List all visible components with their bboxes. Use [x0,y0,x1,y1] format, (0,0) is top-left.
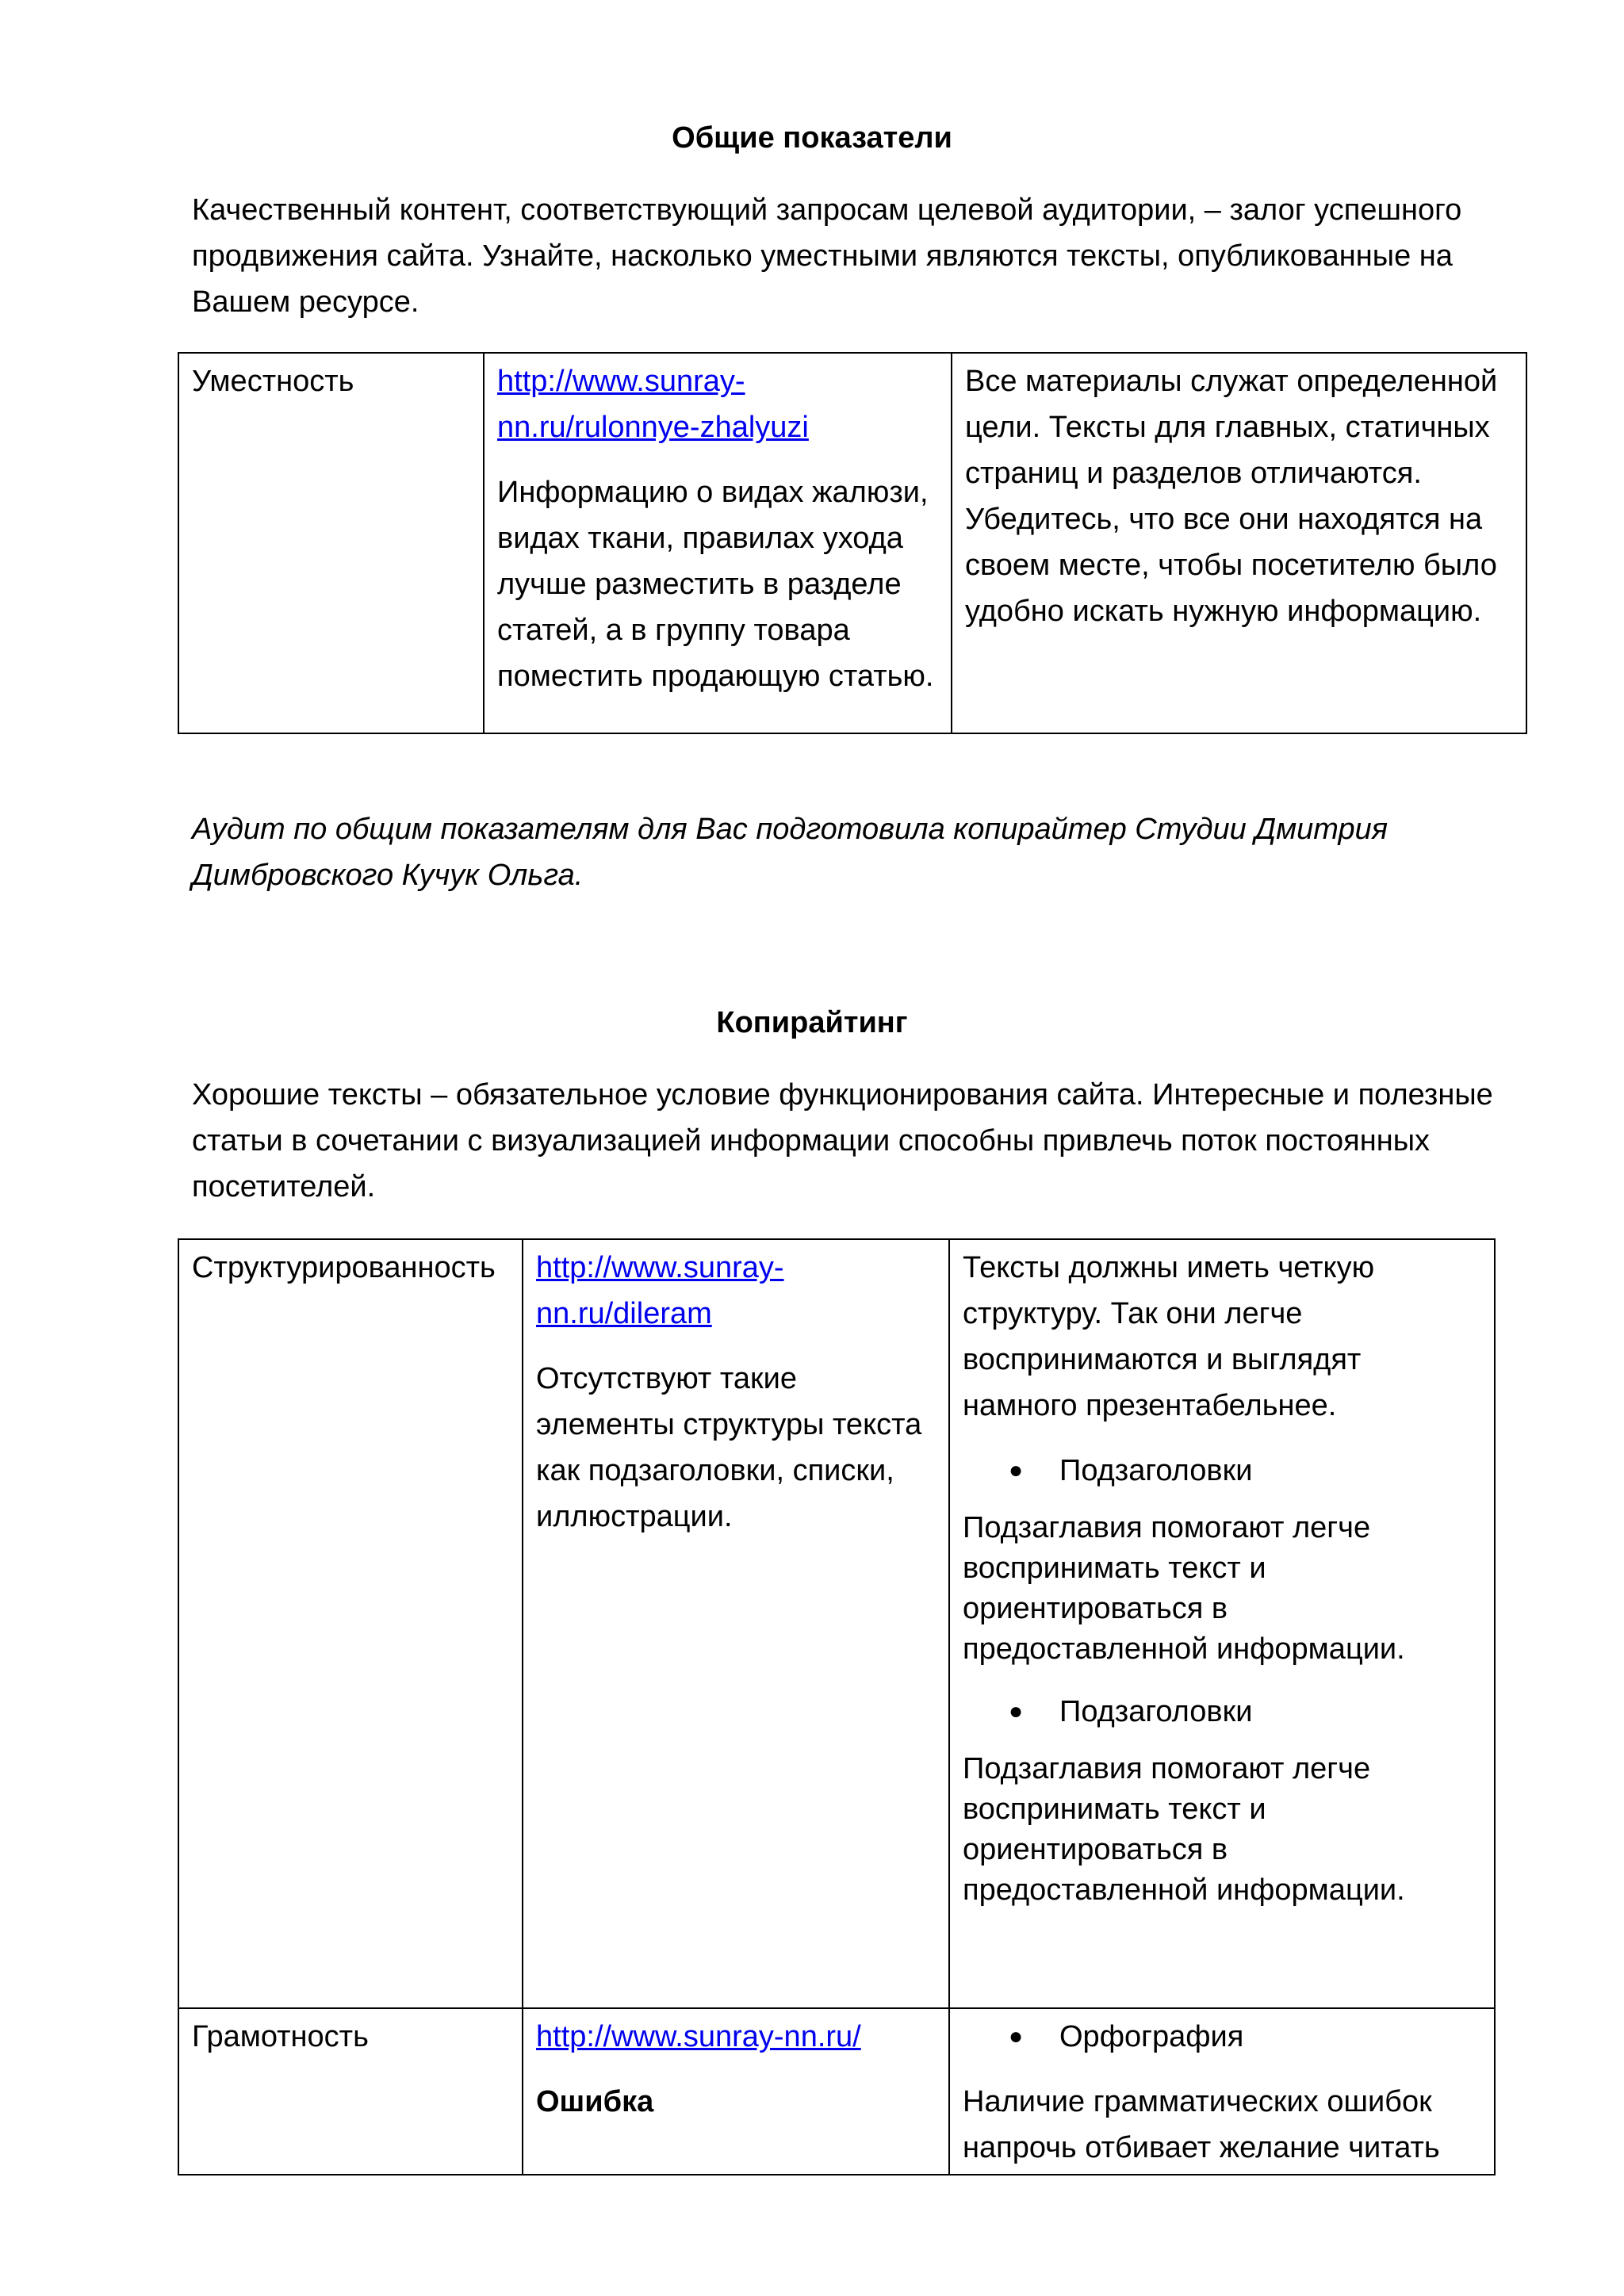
recommendation-cell [952,353,1526,733]
criterion-cell [178,353,484,733]
section1-table [178,352,1527,734]
list-item [963,2014,1481,2060]
section1-intro: Качественный контент, соответствующий запросам целевой аудитории, – залог успешного продвижения сайта. Узнайте, насколько уместными являются тексты, опубликованные на Вашем ресурсе. [192,193,1462,319]
section2-title: Копирайтинг [716,1006,908,1039]
bullet-label: Подзаголовки [1059,1454,1253,1487]
recommendation-cell [949,1239,1495,2008]
recommendation-cell [949,2008,1495,2175]
criterion-label: Грамотность [192,2020,369,2053]
criterion-cell [178,2008,523,2175]
finding-cell [484,353,952,733]
finding-text: Отсутствуют такие элементы структуры текста как подзаголовки, списки, иллюстрации. [536,1362,922,1533]
bullet-label: Подзаголовки [1059,1695,1253,1728]
bullet-icon: ● [1009,1698,1024,1724]
finding-cell [523,2008,949,2175]
bullet-description: Подзаглавия помогают легче воспринимать текст и ориентироваться в предоставленной информации. [963,1511,1405,1666]
bullet-icon: ● [1009,1457,1024,1483]
list-item [963,1448,1481,1494]
section2-intro: Хорошие тексты – обязательное условие функционирования сайта. Интересные и полезные статьи в сочетании с визуализацией информации способны привлечь поток постоянных посетителей. [192,1078,1493,1203]
section1-signature: Аудит по общим показателям для Вас подготовила копирайтер Студии Дмитрия Димбровского Кучук Ольга. [192,813,1388,892]
table-row [178,353,1526,733]
section2-table [178,1238,1496,2175]
criterion-label: Структурированность [192,1251,496,1284]
finding-label: Ошибка [536,2085,654,2118]
criterion-cell [178,1239,523,2008]
criterion-label: Уместность [192,365,354,398]
finding-cell [523,1239,949,2008]
page-link[interactable]: http://www.sunray-nn.ru/ [536,2020,861,2053]
table-row [178,1239,1495,2008]
page-link[interactable]: http://www.sunray-nn.ru/dileram [536,1251,784,1330]
bullet-icon: ● [1009,2023,1024,2049]
bullet-description: Подзаглавия помогают легче воспринимать текст и ориентироваться в предоставленной информации. [963,1752,1405,1907]
page-link[interactable]: http://www.sunray-nn.ru/rulonnye-zhalyuzi [497,365,809,444]
bullet-label: Орфография [1059,2020,1244,2053]
list-item [963,1689,1481,1735]
recommendation-text: Все материалы служат определенной цели. Тексты для главных, статичных страниц и разделов отличаются. Убедитесь, что все они находятся на своем месте, чтобы посетителю было удобно искать нужную информацию. [965,365,1498,628]
finding-text: Информацию о видах жалюзи, видах ткани, правилах ухода лучше разместить в разделе статей, а в группу товара поместить продающую статью. [497,476,934,693]
section1-title: Общие показатели [672,121,952,155]
recommendation-text: Тексты должны иметь четкую структуру. Так они легче воспринимаются и выглядят намного презентабельнее. [963,1251,1375,1422]
table-row [178,2008,1495,2175]
recommendation-text: Наличие грамматических ошибок напрочь отбивает желание читать [963,2085,1440,2164]
